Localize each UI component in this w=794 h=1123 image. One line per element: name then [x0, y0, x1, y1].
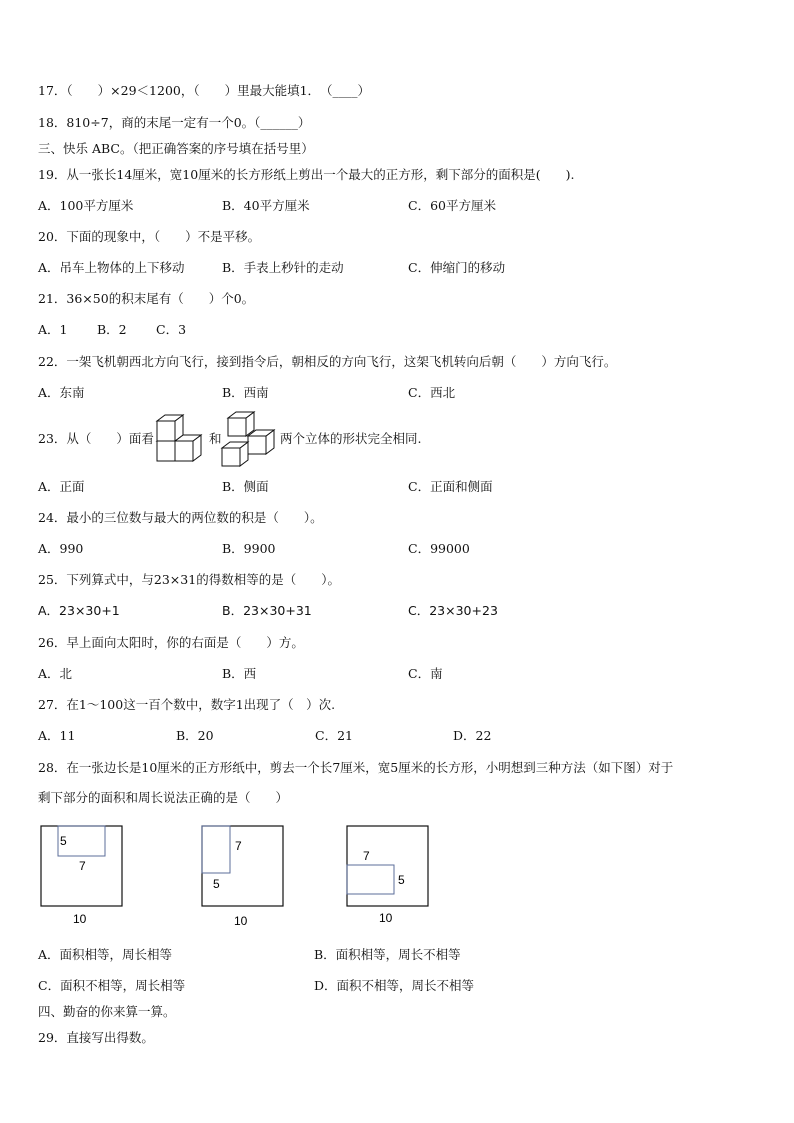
fig1-label-a: 5 [60, 834, 67, 848]
question-28-line2: 剩下部分的面积和周长说法正确的是（ ） [38, 790, 289, 805]
q25-option-c: C．23×30+23 [408, 603, 498, 618]
q28-option-b: B．面积相等，周长不相等 [314, 947, 461, 962]
q20-option-c: C．伸缩门的移动 [408, 260, 506, 275]
cube-figure-1 [155, 413, 209, 465]
q27-option-a: A．11 [38, 728, 76, 743]
question-19: 19．从一张长14厘米，宽10厘米的长方形纸上剪出一个最大的正方形，剩下部分的面积是( ). [38, 167, 575, 182]
question-27: 27．在1～100这一百个数中，数字1出现了（ ）次. [38, 697, 336, 712]
fig1-label-b: 7 [79, 859, 86, 873]
question-25: 25．下列算式中，与23×31的得数相等的是（ ）。 [38, 572, 340, 587]
q21-option-a: A．1 [38, 322, 68, 337]
q27-option-c: C．21 [315, 728, 353, 743]
q19-option-c: C．60平方厘米 [408, 198, 496, 213]
q27-option-d: D．22 [453, 728, 492, 743]
question-23-and: 和 [209, 431, 222, 446]
fig2-label-side: 10 [234, 914, 248, 928]
q20-option-a: A．吊车上物体的上下移动 [38, 260, 185, 275]
question-18: 18．810÷7，商的末尾一定有一个0。（______） [38, 115, 311, 130]
question-17: 17．（ ）×29＜1200，（ ）里最大能填1． （____） [38, 83, 371, 98]
q26-option-b: B．西 [222, 666, 257, 681]
q23-option-b: B．侧面 [222, 479, 269, 494]
fig3-label-side: 10 [379, 911, 393, 925]
question-21: 21．36×50的积末尾有（ ）个0。 [38, 291, 255, 306]
fig3-label-a: 7 [363, 849, 370, 863]
section-3-heading: 三、快乐 ABC。（把正确答案的序号填在括号里） [38, 141, 314, 156]
q19-option-b: B．40平方厘米 [222, 198, 310, 213]
q23-option-c: C．正面和侧面 [408, 479, 493, 494]
fig1-label-side: 10 [73, 912, 87, 926]
fig2-label-a: 7 [235, 839, 242, 853]
question-20: 20．下面的现象中，（ ）不是平移。 [38, 229, 261, 244]
q25-option-b: B．23×30+31 [222, 603, 312, 618]
cube-figure-2 [220, 410, 280, 468]
q28-figure-3 [342, 822, 442, 930]
q28-option-c: C．面积不相等，周长相等 [38, 978, 186, 993]
q28-figure-2 [197, 822, 297, 932]
fig2-label-b: 5 [213, 877, 220, 891]
fig3-label-b: 5 [398, 873, 405, 887]
q26-option-c: C．南 [408, 666, 443, 681]
question-22: 22．一架飞机朝西北方向飞行，接到指令后，朝相反的方向飞行，这架飞机转向后朝（ ）方向飞行。 [38, 354, 617, 369]
question-29: 29．直接写出得数。 [38, 1030, 154, 1045]
q24-option-c: C．99000 [408, 541, 470, 556]
question-28-line1: 28．在一张边长是10厘米的正方形纸中，剪去一个长7厘米，宽5厘米的长方形，小明想到三种方法（如下图）对于 [38, 760, 674, 775]
q27-option-b: B．20 [176, 728, 214, 743]
q19-option-a: A．100平方厘米 [38, 198, 134, 213]
question-24: 24．最小的三位数与最大的两位数的积是（ ）。 [38, 510, 323, 525]
q22-option-b: B．西南 [222, 385, 269, 400]
q25-option-a: A．23×30+1 [38, 603, 120, 618]
q20-option-b: B．手表上秒针的走动 [222, 260, 344, 275]
question-26: 26．早上面向太阳时，你的右面是（ ）方。 [38, 635, 304, 650]
q24-option-a: A．990 [38, 541, 84, 556]
q21-option-c: C．3 [156, 322, 187, 337]
q21-option-b: B．2 [97, 322, 127, 337]
q23-option-a: A．正面 [38, 479, 85, 494]
q22-option-a: A．东南 [38, 385, 85, 400]
q22-option-c: C．西北 [408, 385, 456, 400]
question-23-prefix: 23．从（ ）面看 [38, 431, 154, 446]
section-4-heading: 四、勤奋的你来算一算。 [38, 1004, 176, 1019]
q26-option-a: A．北 [38, 666, 73, 681]
question-23-suffix: 两个立体的形状完全相同. [280, 431, 422, 446]
q28-figure-1 [36, 822, 136, 930]
q28-option-a: A．面积相等，周长相等 [38, 947, 173, 962]
q28-option-d: D．面积不相等，周长不相等 [314, 978, 475, 993]
q24-option-b: B．9900 [222, 541, 276, 556]
